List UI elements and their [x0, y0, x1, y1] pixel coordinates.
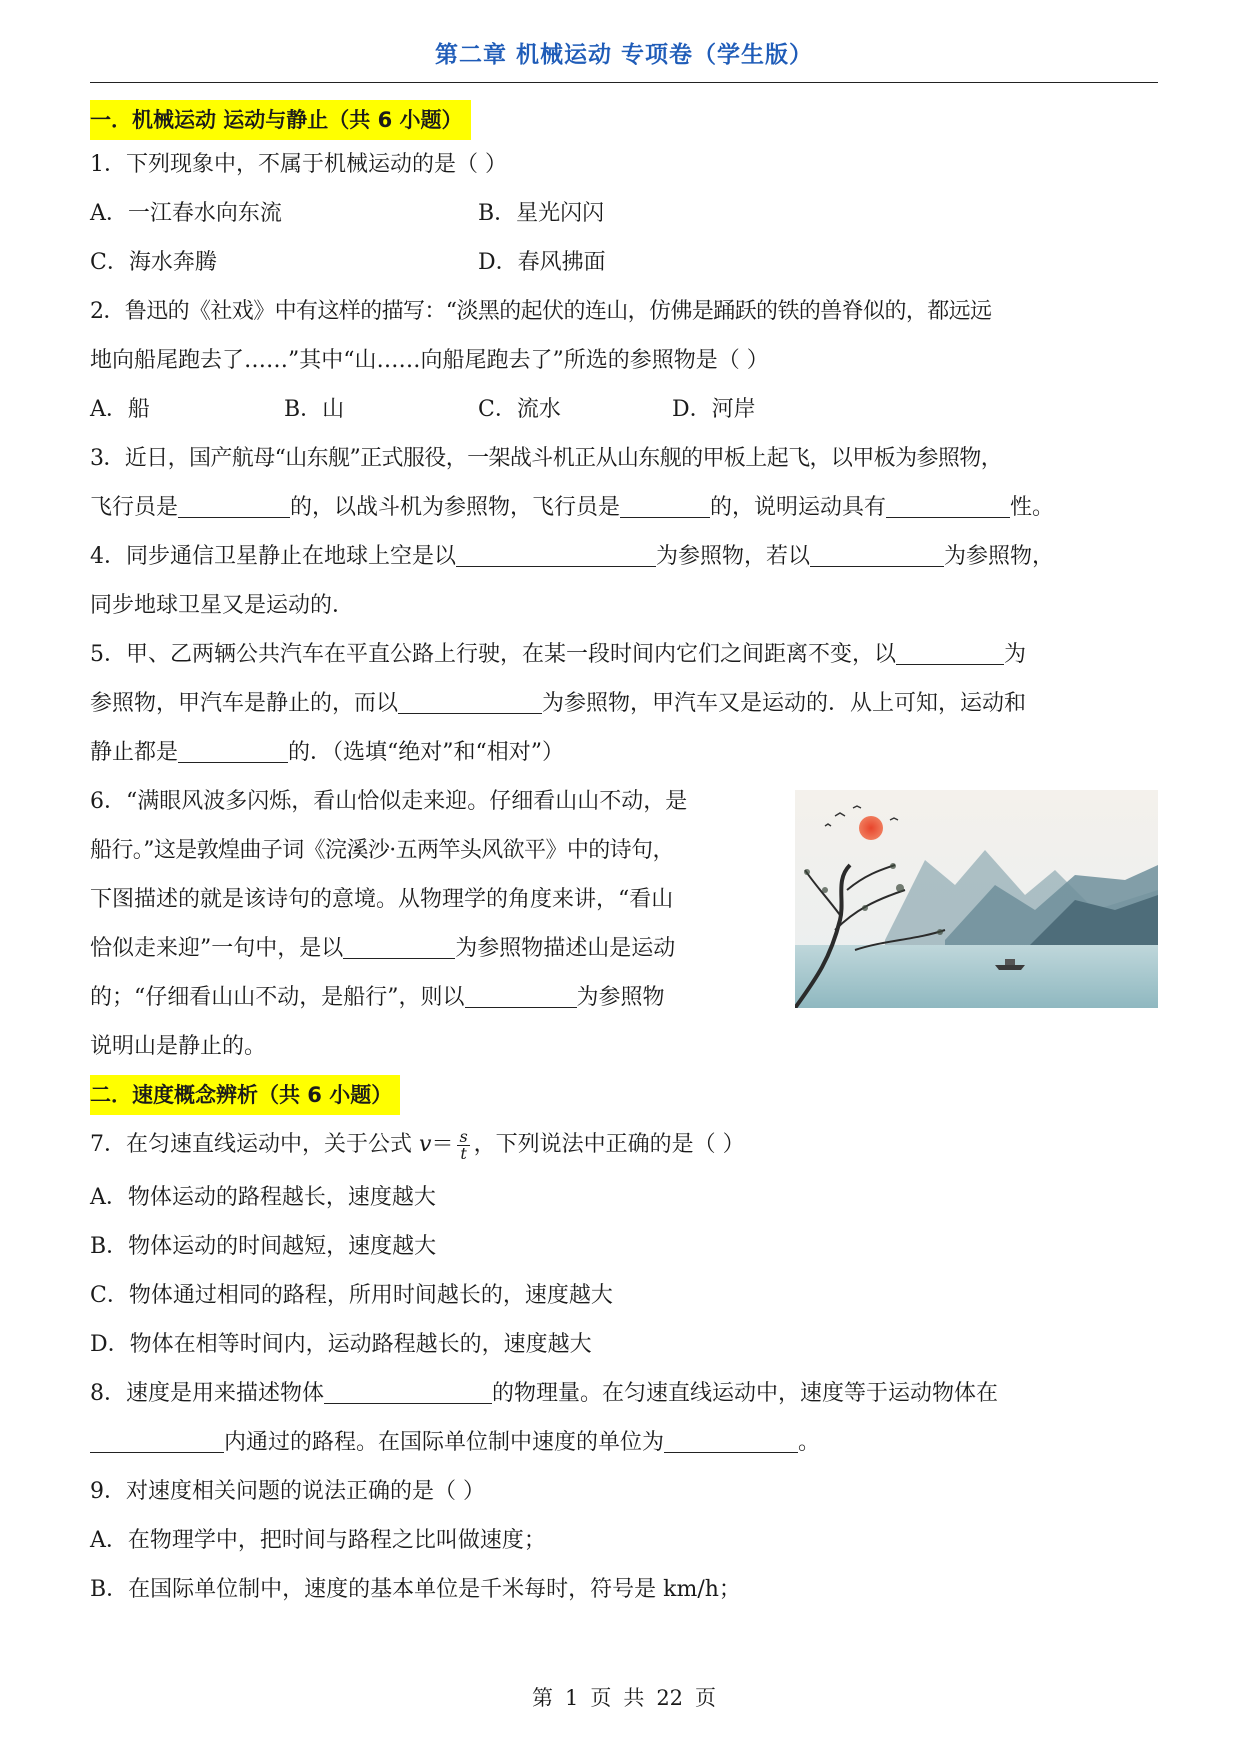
question-3-text: 飞行员是 — [90, 495, 179, 520]
formula-equals: ＝ — [431, 1132, 454, 1157]
question-7-option-d: D．物体在相等时间内，运动路程越长的，速度越大 — [90, 1332, 592, 1357]
answer-blank[interactable] — [456, 538, 656, 567]
question-7-text: ，下列说法中正确的是（ ） — [473, 1132, 745, 1157]
formula-numerator: s — [459, 1126, 468, 1146]
question-7-option-a: A．物体运动的路程越长，速度越大 — [90, 1185, 436, 1210]
question-1-option-c: C．海水奔腾 — [90, 250, 217, 275]
answer-blank[interactable] — [886, 489, 1010, 518]
answer-blank[interactable] — [896, 636, 1004, 665]
question-6-line-3: 下图描述的就是该诗句的意境。从物理学的角度来讲，“看山 — [90, 887, 674, 912]
question-2-line-2: 地向船尾跑去了……”其中“山……向船尾跑去了”所选的参照物是（ ） — [90, 348, 769, 373]
formula-fraction — [457, 1126, 469, 1163]
question-5-text: 静止都是 — [90, 740, 179, 765]
question-8-text: 的物理量。在匀速直线运动中，速度等于运动物体在 — [492, 1381, 999, 1406]
question-5-text: 为 — [1004, 642, 1027, 667]
question-8-line-1 — [90, 1369, 1158, 1418]
question-8-text: 。 — [798, 1430, 821, 1455]
answer-blank[interactable] — [620, 489, 710, 518]
answer-blank[interactable] — [178, 734, 288, 763]
question-2-line-1: 2．鲁迅的《社戏》中有这样的描写：“淡黑的起伏的连山，仿佛是踊跃的铁的兽脊似的，都远远 — [90, 299, 992, 324]
question-8-line-2 — [90, 1418, 1158, 1467]
question-1-option-a: A．一江春水向东流 — [90, 201, 282, 226]
answer-blank[interactable] — [465, 979, 577, 1008]
question-7-option-c: C．物体通过相同的路程，所用时间越长的，速度越大 — [90, 1283, 613, 1308]
question-6-line-6: 说明山是静止的。 — [90, 1034, 267, 1059]
question-3-line-1: 3．近日，国产航母“山东舰”正式服役，一架战斗机正从山东舰的甲板上起飞，以甲板为参照物， — [90, 446, 1003, 471]
question-5-line-1 — [90, 630, 1158, 679]
question-2-option-c: C．流水 — [478, 397, 561, 422]
question-5-line-3 — [90, 728, 1158, 777]
question-2-option-a: A．船 — [90, 397, 150, 422]
footer-text: 页 — [695, 1686, 717, 1710]
question-9-option-a: A．在物理学中，把时间与路程之比叫做速度； — [90, 1528, 546, 1553]
question-6-line-1: 6．“满眼风波多闪烁，看山恰似走来迎。仔细看山山不动，是 — [90, 789, 688, 814]
question-7-stem — [90, 1117, 1158, 1173]
question-3-text: 性。 — [1010, 495, 1055, 520]
formula-denominator: t — [460, 1143, 467, 1163]
footer-text: 共 — [623, 1686, 645, 1710]
question-2-option-d: D．河岸 — [672, 397, 756, 422]
total-pages: 22 — [656, 1686, 684, 1710]
question-8-text: 内通过的路程。在国际单位制中速度的单位为 — [224, 1430, 665, 1455]
footer-text: 页 — [590, 1686, 612, 1710]
question-5-text: 的．（选填“绝对”和“相对”） — [288, 740, 565, 765]
question-6-text: 恰似走来迎”一句中，是以 — [90, 936, 344, 961]
answer-blank[interactable] — [810, 538, 944, 567]
question-9-stem: 9．对速度相关问题的说法正确的是（ ） — [90, 1479, 485, 1504]
section-heading-2: 二．速度概念辨析（共 6 小题） — [90, 1075, 400, 1115]
question-3-text: 的，以战斗机为参照物，飞行员是 — [290, 495, 621, 520]
question-4-text: 为参照物，若以 — [656, 544, 811, 569]
page-footer — [90, 1682, 1158, 1712]
answer-blank[interactable] — [90, 1424, 224, 1453]
question-5-text: 5．甲、乙两辆公共汽车在平直公路上行驶，在某一段时间内它们之间距离不变，以 — [90, 642, 896, 667]
question-1-option-d: D．春风拂面 — [478, 250, 606, 275]
question-4-text: 为参照物， — [944, 544, 1055, 569]
question-6-text: 为参照物 — [576, 985, 665, 1010]
question-1-stem: 1．下列现象中，不属于机械运动的是（ ） — [90, 152, 507, 177]
question-7-text: 7．在匀速直线运动中，关于公式 — [90, 1132, 419, 1157]
answer-blank[interactable] — [398, 685, 542, 714]
question-3-line-2 — [90, 483, 1158, 532]
page-number: 1 — [564, 1686, 579, 1710]
footer-text: 第 — [531, 1686, 553, 1710]
document-title: 第二章 机械运动 专项卷（学生版） — [434, 42, 813, 68]
question-5-text: 参照物，甲汽车是静止的，而以 — [90, 691, 399, 716]
question-2-options — [90, 385, 1158, 434]
question-1-options-row-2 — [90, 238, 1158, 287]
question-1-options-row-1 — [90, 189, 1158, 238]
question-1-option-b: B．星光闪闪 — [478, 201, 605, 226]
question-8-text: 8．速度是用来描述物体 — [90, 1381, 324, 1406]
answer-blank[interactable] — [324, 1375, 492, 1404]
answer-blank[interactable] — [178, 489, 290, 518]
question-5-text: 为参照物，甲汽车又是运动的．从上可知，运动和 — [542, 691, 1027, 716]
section-heading-1: 一．机械运动 运动与静止（共 6 小题） — [90, 100, 471, 140]
answer-blank[interactable] — [343, 930, 455, 959]
question-6-text: 的；“仔细看山山不动，是船行”，则以 — [90, 985, 465, 1010]
question-2-option-b: B．山 — [284, 397, 345, 422]
formula-variable-v: v — [419, 1132, 432, 1157]
question-4-line-1 — [90, 532, 1158, 581]
question-4-line-2: 同步地球卫星又是运动的． — [90, 593, 355, 618]
answer-blank[interactable] — [664, 1424, 798, 1453]
ink-landscape-illustration — [795, 790, 1158, 1008]
question-9-option-b: B．在国际单位制中，速度的基本单位是千米每时，符号是 km/h； — [90, 1577, 741, 1602]
question-5-line-2 — [90, 679, 1158, 728]
header-divider — [90, 82, 1158, 83]
question-6-line-2: 船行。”这是敦煌曲子词《浣溪沙·五两竿头风欲平》中的诗句， — [90, 838, 674, 863]
question-4-text: 4．同步通信卫星静止在地球上空是以 — [90, 544, 456, 569]
question-6-text: 为参照物描述山是运动 — [455, 936, 676, 961]
question-3-text: 的，说明运动具有 — [710, 495, 887, 520]
question-7-option-b: B．物体运动的时间越短，速度越大 — [90, 1234, 437, 1259]
